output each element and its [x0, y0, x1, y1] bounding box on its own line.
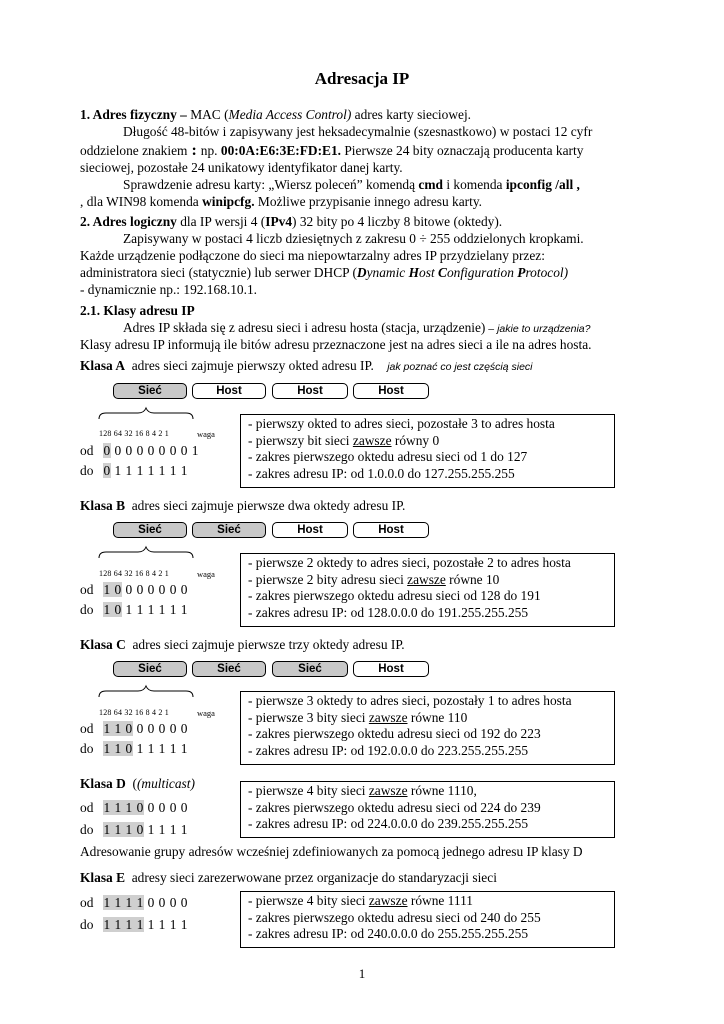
class-d-from: od 1 1 1 0 0 0 0 0 — [80, 800, 188, 815]
class-b-weights: 128 64 32 16 8 4 2 1 — [99, 569, 169, 578]
section-2-line-5: - dynamicznie np.: 192.168.10.1. — [80, 282, 258, 297]
section-1-line-5: Sprawdzenie adresu karty: „Wiersz poleceń” komendą cmd i komenda ipconfig /all , — [123, 177, 580, 192]
section-2-1-heading: 2.1. Klasy adresu IP — [80, 303, 195, 318]
class-b-octet-2: Sieć — [192, 522, 266, 538]
class-b-octet-1: Sieć — [113, 522, 187, 538]
class-e-from: od 1 1 1 1 0 0 0 0 — [80, 895, 188, 910]
page-title: Adresacja IP — [314, 69, 410, 88]
section-2-line-2: Zapisywany w postaci 4 liczb dziesiętnych z zakresu 0 ÷ 255 oddzielonych kropkami. — [123, 231, 584, 246]
class-b-octet-4: Host — [353, 522, 429, 538]
section-1-line-6: , dla WIN98 komenda winipcfg. Możliwe przypisanie innego adresu karty. — [80, 194, 483, 209]
class-c-info-box: - pierwsze 3 oktedy to adres sieci, pozostały 1 to adres hosta - pierwsze 3 bity sieci zawsze równe 110 - zakres pierwszego oktedu adresu sieci od 192 do 223 - zakres adresu IP: od 192.0.0.0 do 223.255.255.255 — [240, 691, 615, 765]
class-c-heading: Klasa C adres sieci zajmuje pierwsze trzy oktedy adresu IP. — [80, 637, 405, 652]
class-d-to: do 1 1 1 0 1 1 1 1 — [80, 822, 188, 837]
class-e-heading: Klasa E adresy sieci zarezerwowane przez organizacje do standaryzacji sieci — [80, 870, 497, 885]
class-c-octet-2: Sieć — [192, 661, 266, 677]
class-c-brace — [98, 685, 194, 701]
class-d-info-box: - pierwsze 4 bity sieci zawsze równe 1110, - zakres pierwszego oktedu adresu sieci od 224 do 239 - zakres adresu IP: od 224.0.0.0 do 239.255.255.255 — [240, 781, 615, 838]
class-c-to: do 1 1 0 1 1 1 1 1 — [80, 741, 188, 756]
class-a-octet-3: Host — [272, 383, 348, 399]
class-b-to: do 1 0 1 1 1 1 1 1 — [80, 602, 188, 617]
section-1-line-4: sieciowej, pozostałe 24 unikatowy identyfikator danej karty. — [80, 160, 403, 175]
class-a-octet-4: Host — [353, 383, 429, 399]
section-1-line-3: oddzielone znakiem : np. 00:0A:E6:3E:FD:E1. Pierwsze 24 bity oznaczają producenta karty — [80, 142, 584, 159]
class-c-waga: waga — [197, 708, 215, 718]
section-2-line-1: 2. Adres logiczny dla IP wersji 4 (IPv4) 32 bity po 4 liczby 8 bitowe (oktedy). — [80, 214, 503, 229]
class-b-from: od 1 0 0 0 0 0 0 0 — [80, 582, 188, 597]
class-a-from: od 0 0 0 0 0 0 0 0 1 — [80, 443, 199, 458]
class-a-weights: 128 64 32 16 8 4 2 1 — [99, 429, 169, 438]
class-d-note: Adresowanie grupy adresów wcześniej zdefiniowanych za pomocą jednego adresu IP klasy D — [80, 844, 583, 859]
section-1-heading: 1. Adres fizyczny – — [80, 107, 187, 122]
class-c-from: od 1 1 0 0 0 0 0 0 — [80, 721, 188, 736]
class-b-heading: Klasa B adres sieci zajmuje pierwsze dwa oktedy adresu IP. — [80, 498, 406, 513]
section-2-heading: 2. Adres logiczny — [80, 214, 177, 229]
class-c-octet-1: Sieć — [113, 661, 187, 677]
class-e-to: do 1 1 1 1 1 1 1 1 — [80, 917, 188, 932]
class-c-octet-3: Sieć — [272, 661, 348, 677]
section-2-1-line-1: Adres IP składa się z adresu sieci i adresu hosta (stacja, urządzenie) – jakie to urządzenia? — [123, 320, 591, 335]
class-b-waga: waga — [197, 569, 215, 579]
section-2-line-4: administratora sieci (statycznie) lub serwer DHCP (Dynamic Host Configuration Protocol) — [80, 265, 569, 280]
class-b-info-box: - pierwsze 2 oktedy to adres sieci, pozostałe 2 to adres hosta - pierwsze 2 bity adresu sieci zawsze równe 10 - zakres pierwszego oktedu adresu sieci od 128 do 191 - zakres adresu IP: od 128.0.0.0 do 191.255.255.255 — [240, 553, 615, 627]
class-a-to: do 0 1 1 1 1 1 1 1 — [80, 463, 188, 478]
class-b-octet-3: Host — [272, 522, 348, 538]
class-a-brace — [98, 407, 194, 423]
page-number: 1 — [358, 966, 366, 981]
class-d-heading: Klasa D ((multicast) — [80, 776, 195, 791]
class-d-paren: (multicast) — [136, 776, 195, 791]
class-c-octet-4: Host — [353, 661, 429, 677]
section-1-line-1: 1. Adres fizyczny – MAC (Media Access Control) adres karty sieciowej. — [80, 107, 472, 122]
class-a-octet-1: Sieć — [113, 383, 187, 399]
class-a-heading: Klasa A adres sieci zajmuje pierwszy okted adresu IP. jak poznać co jest częścią sieci — [80, 358, 533, 373]
class-c-weights: 128 64 32 16 8 4 2 1 — [99, 708, 169, 717]
class-b-brace — [98, 546, 194, 562]
class-a-waga: waga — [197, 429, 215, 439]
class-a-info-box: - pierwszy okted to adres sieci, pozostałe 3 to adres hosta - pierwszy bit sieci zawsze równy 0 - zakres pierwszego oktedu adresu sieci od 1 do 127 - zakres adresu IP: od 1.0.0.0 do 127.255.255.255 — [240, 414, 615, 488]
class-e-info-box: - pierwsze 4 bity sieci zawsze równe 1111 - zakres pierwszego oktedu adresu sieci od 240 do 255 - zakres adresu IP: od 240.0.0.0 do 255.255.255.255 — [240, 891, 615, 948]
section-2-line-3: Każde urządzenie podłączone do sieci ma niepowtarzalny adres IP przydzielany przez: — [80, 248, 545, 263]
section-1-line-2: Długość 48-bitów i zapisywany jest heksadecymalnie (szesnastkowo) w postaci 12 cyfr — [123, 124, 593, 139]
section-2-1-line-2: Klasy adresu IP informują ile bitów adresu przeznaczone jest na adres sieci a ile na adres hosta. — [80, 337, 592, 352]
class-a-octet-2: Host — [192, 383, 266, 399]
